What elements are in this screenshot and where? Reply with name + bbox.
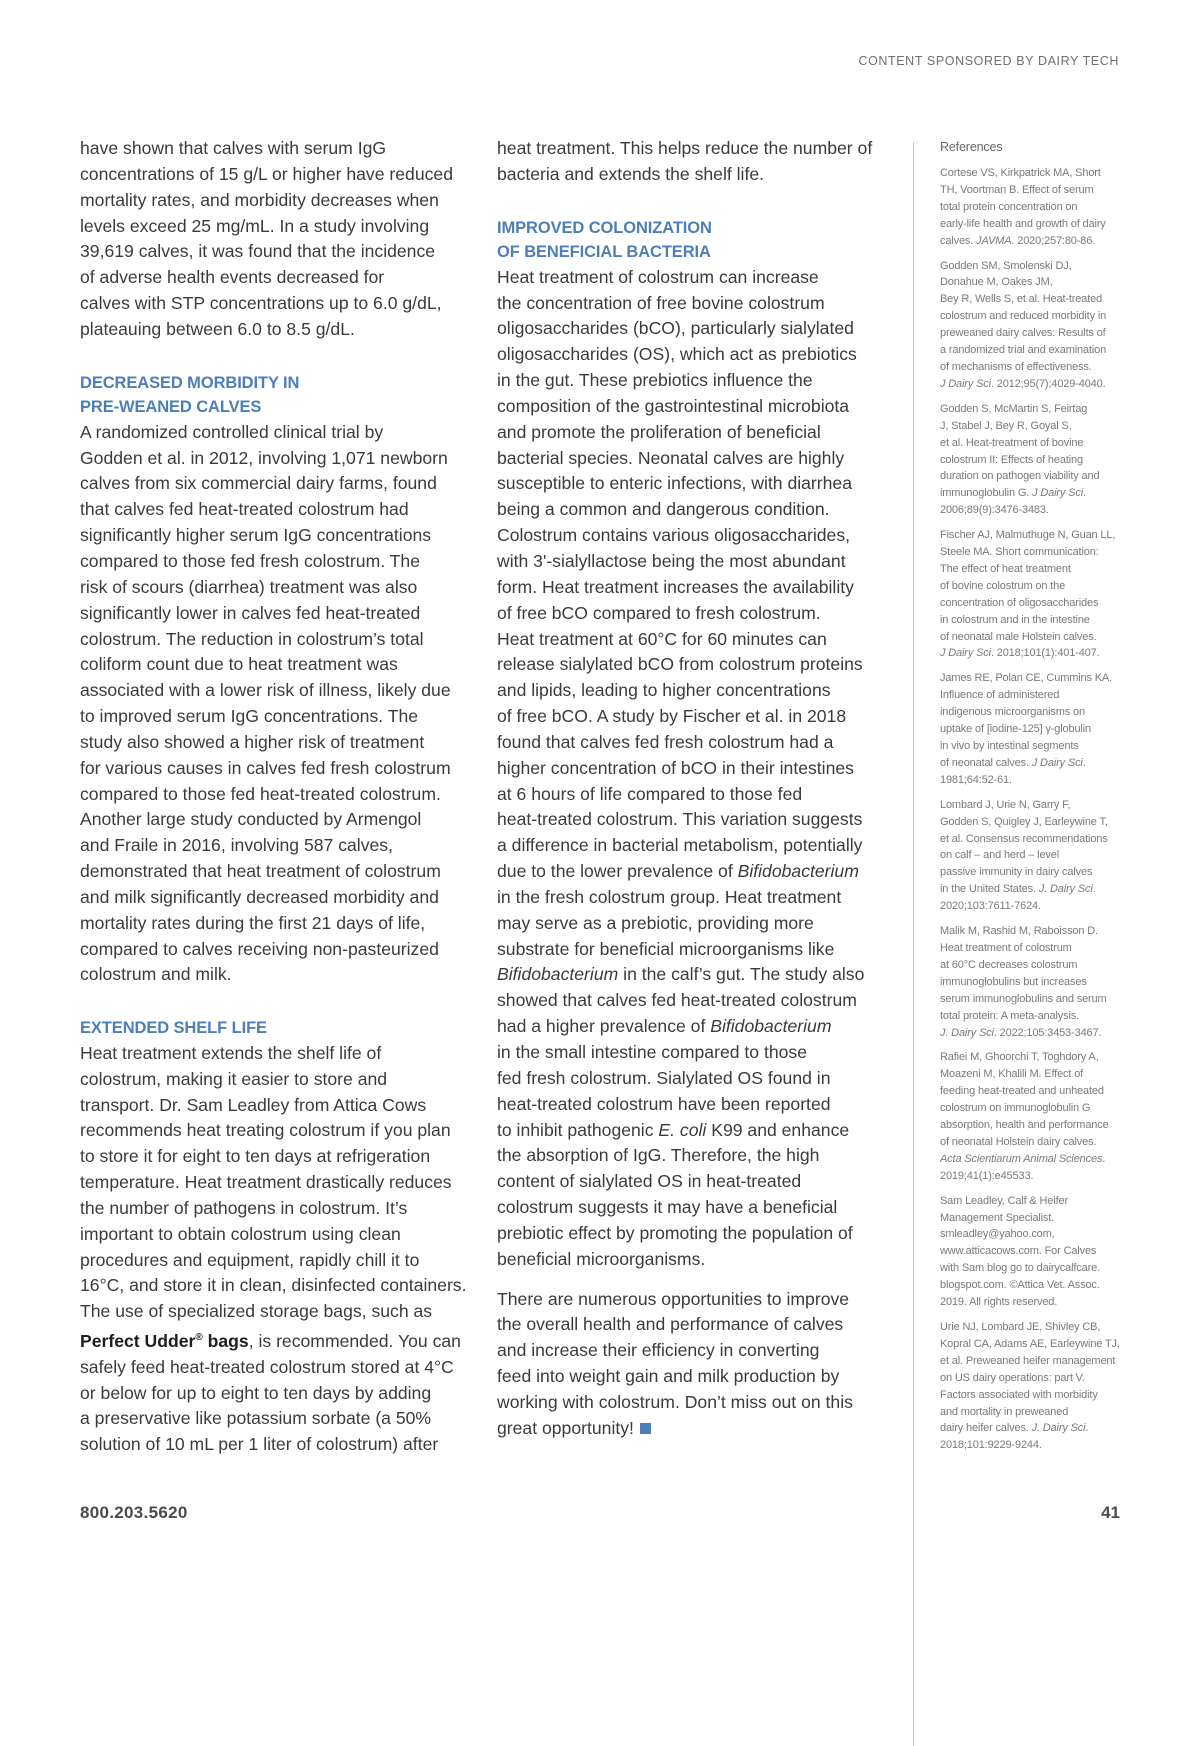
text-line: higher concentration of bCO in their intestines xyxy=(497,757,854,778)
continued-paragraph xyxy=(497,136,897,188)
text-line: Donahue M, Oakes JM, xyxy=(940,276,1053,289)
reference-item: Godden S, McMartin S, Feirtag J, Stabel J, Bey R, Goyal S, et al. Heat-treatment of bovine colostrum II: Effects of heating duration on pathogen viability and immunoglobulin G. J Dairy Sci. 2006;89(9):3476-3483. xyxy=(940,401,1125,519)
text-line: the absorption of IgG. Therefore, the high xyxy=(497,1145,820,1166)
text-line: oligosaccharides (OS), which act as prebiotics xyxy=(497,344,857,365)
text-line: passive immunity in dairy calves xyxy=(940,866,1093,879)
text-line: colostrum II: Effects of heating xyxy=(940,453,1083,466)
text-line: early-life health and growth of dairy xyxy=(940,217,1106,230)
text-line: Rafiei M, Ghoorchi T, Toghdory A, xyxy=(940,1051,1099,1064)
text-line: beneficial microorganisms. xyxy=(497,1248,706,1269)
reference-item: Urie NJ, Lombard JE, Shivley CB, Kopral CA, Adams AE, Earleywine TJ, et al. Preweaned heifer management on US dairy operations: part V. Factors associated with morbidity and mortality in preweaned dairy heifer calves. J. Dairy Sci. 2018;101:9229-9244. xyxy=(940,1319,1125,1454)
text-line: blogspot.com. ©Attica Vet. Assoc. xyxy=(940,1279,1100,1292)
text-line: A randomized controlled clinical trial by xyxy=(80,421,384,442)
text-line: et al. Preweaned heifer management xyxy=(940,1354,1116,1367)
text-line: in colostrum and in the intestine xyxy=(940,613,1090,626)
text-line: associated with a lower risk of illness, likely due xyxy=(80,680,451,701)
text-line: transport. Dr. Sam Leadley from Attica Cows xyxy=(80,1094,427,1115)
text-line: have shown that calves with serum IgG xyxy=(80,138,387,158)
text-line: temperature. Heat treatment drastically reduces xyxy=(80,1172,452,1193)
text-line: composition of the gastrointestinal microbiota xyxy=(497,395,850,416)
text-line: Heat treatment at 60°C for 60 minutes can xyxy=(497,628,827,649)
text-line: immunoglobulins but increases xyxy=(940,975,1087,988)
text-line: a difference in bacterial metabolism, potentially xyxy=(497,835,863,856)
text-line: Heat treatment extends the shelf life of xyxy=(80,1042,382,1063)
text-line: demonstrated that heat treatment of colostrum xyxy=(80,861,441,882)
text-line: uptake of [iodine-125] γ-globulin xyxy=(940,723,1091,736)
text-line: and promote the proliferation of beneficial xyxy=(497,421,821,442)
text-line: mortality rates, and morbidity decreases when xyxy=(80,189,439,210)
text-line: in vivo by intestinal segments xyxy=(940,740,1079,752)
text-line: preweaned dairy calves: Results of xyxy=(940,327,1106,340)
text-line: the concentration of free bovine colostrum xyxy=(497,292,825,313)
text-line: Factors associated with morbidity xyxy=(940,1388,1098,1401)
text-line: Sam Leadley, Calf & Heifer xyxy=(940,1194,1068,1207)
text-line: bacteria and extends the shelf life. xyxy=(497,163,765,184)
text-line: www.atticacows.com. For Calves xyxy=(940,1245,1097,1258)
text-line: a randomized trial and examination xyxy=(940,344,1107,357)
text-line: for various causes in calves fed fresh colostrum xyxy=(80,757,451,778)
text-line: at 60°C decreases colostrum xyxy=(940,958,1078,971)
text-line: Urie NJ, Lombard JE, Shivley CB, xyxy=(940,1321,1101,1333)
text-line: on calf – and herd – level xyxy=(940,849,1060,862)
text-line: susceptible to enteric infections, with diarrhea xyxy=(497,473,852,494)
footer-phone: 800.203.5620 xyxy=(80,1503,188,1522)
text-line: Fischer AJ, Malmuthuge N, Guan LL, xyxy=(940,529,1116,542)
text-line: of bovine colostrum on the xyxy=(940,579,1066,592)
text-line: bacterial species. Neonatal calves are highly xyxy=(497,447,845,468)
text-line: calves with STP concentrations up to 6.0 g/dL, xyxy=(80,293,442,314)
text-line: smleadley@yahoo.com, xyxy=(940,1228,1055,1241)
text-line: procedures and equipment, rapidly chill it to xyxy=(80,1249,420,1270)
text-line: Another large study conducted by Armengol xyxy=(80,809,422,830)
text-line: Godden S, McMartin S, Feirtag xyxy=(940,402,1088,415)
text-line: colostrum and reduced morbidity in xyxy=(940,310,1107,323)
closing-paragraph xyxy=(497,1287,897,1442)
text-line: colostrum on immunoglobulin G xyxy=(940,1102,1091,1115)
text-line: being a common and dangerous condition. xyxy=(497,499,830,520)
section-heading-morbidity: DECREASED MORBIDITY IN PRE-WEANED CALVES xyxy=(80,373,300,417)
text-line: significantly higher serum IgG concentrations xyxy=(80,525,432,546)
text-line: calves from six commercial dairy farms, found xyxy=(80,473,437,494)
text-line: Kopral CA, Adams AE, Earleywine TJ, xyxy=(940,1337,1120,1350)
text-line: and lipids, leading to higher concentrations xyxy=(497,680,831,701)
text-line: Malik M, Rashid M, Raboisson D. xyxy=(940,925,1098,938)
text-line: plateauing between 6.0 to 8.5 g/dL. xyxy=(80,318,355,339)
text-line: compared to calves receiving non-pasteurized xyxy=(80,938,439,959)
text-line: Lombard J, Urie N, Garry F, xyxy=(940,798,1071,811)
text-line: of mechanisms of effectiveness. xyxy=(940,360,1092,373)
text-line: at 6 hours of life compared to those fed xyxy=(497,783,803,804)
end-mark-icon xyxy=(640,1423,651,1434)
text-line: compared to those fed heat-treated colostrum. xyxy=(80,783,441,804)
text-line: significantly lower in calves fed heat-treated xyxy=(80,602,421,623)
text-line: of neonatal Holstein dairy calves. xyxy=(940,1135,1097,1148)
text-line: 2019. All rights reserved. xyxy=(940,1296,1058,1309)
text-line: form. Heat treatment increases the availability xyxy=(497,576,854,597)
text-line: feed into weight gain and milk production by xyxy=(497,1366,840,1387)
text-line: colostrum, making it easier to store and xyxy=(80,1068,388,1089)
text-line: content of sialylated OS in heat-treated xyxy=(497,1171,802,1192)
text-line: colostrum suggests it may have a beneficial xyxy=(497,1197,838,1218)
text-line: feeding heat-treated and unheated xyxy=(940,1085,1104,1098)
reference-item: James RE, Polan CE, Cummins KA. Influence of administered indigenous microorganisms on uptake of [iodine-125] γ-globulin in vivo by intestinal segments of neonatal calves. J Dairy Sci. 1981;64:52-61. xyxy=(940,670,1125,788)
reference-item: Fischer AJ, Malmuthuge N, Guan LL, Steele MA. Short communication: The effect of heat treatment of bovine colostrum on the concentration of oligosaccharides in colostrum and in the intestine of neonatal male Holstein calves. J Dairy Sci. 2018;101(1):401-407. xyxy=(940,527,1125,662)
text-line: total protein: A meta-analysis. xyxy=(940,1009,1080,1022)
text-line: and milk significantly decreased morbidity and xyxy=(80,886,439,907)
article-column-left xyxy=(80,136,480,1458)
text-line: absorption, health and performance xyxy=(940,1119,1109,1132)
intro-paragraph xyxy=(80,136,480,343)
text-line: et al. Heat-treatment of bovine xyxy=(940,436,1084,449)
references-title: References xyxy=(940,140,1003,154)
text-line: recommends heat treating colostrum if you plan xyxy=(80,1120,451,1141)
text-line: solution of 10 mL per 1 liter of colostrum) after xyxy=(80,1434,439,1455)
text-line: of free bCO. A study by Fischer et al. in 2018 xyxy=(497,706,847,727)
text-line: to store it for eight to ten days at refrigeration xyxy=(80,1146,431,1167)
text-line: 39,619 calves, it was found that the incidence xyxy=(80,241,436,262)
text-line: concentration of oligosaccharides xyxy=(940,596,1099,609)
reference-item: Malik M, Rashid M, Raboisson D. Heat treatment of colostrum at 60°C decreases colostrum immunoglobulins but increases serum immunoglobulins and serum total protein: A meta-analysis. J. Dairy Sci. 2022;105:3453-3467. xyxy=(940,923,1125,1041)
text-line: safely feed heat-treated colostrum stored at 4°C xyxy=(80,1356,454,1377)
text-line: colostrum and milk. xyxy=(80,964,232,985)
text-line: heat treatment. This helps reduce the number of xyxy=(497,138,873,158)
text-line: TH, Voortman B. Effect of serum xyxy=(940,183,1094,196)
text-line: great opportunity! xyxy=(497,1416,897,1442)
text-line: risk of scours (diarrhea) treatment was also xyxy=(80,576,418,597)
text-line: working with colostrum. Don’t miss out on this xyxy=(497,1391,853,1412)
text-line: on US dairy operations: part V. xyxy=(940,1371,1085,1384)
brand-line: Perfect Udder® bags, is recommended. You can xyxy=(80,1330,461,1351)
text-line: Bey R, Wells S, et al. Heat-treated xyxy=(940,293,1103,306)
article-column-middle xyxy=(497,136,897,1442)
page-number: 41 xyxy=(1101,1503,1120,1522)
text-line: that calves fed heat-treated colostrum had xyxy=(80,499,409,520)
text-line: James RE, Polan CE, Cummins KA. xyxy=(940,672,1113,685)
text-line: The use of specialized storage bags, such as xyxy=(80,1301,433,1322)
text-line: levels exceed 25 mg/mL. In a study involving xyxy=(80,215,430,236)
text-line: Godden SM, Smolenski DJ, xyxy=(940,259,1072,272)
text-line: 16°C, and store it in clean, disinfected containers. xyxy=(80,1275,467,1296)
text-line: a preservative like potassium sorbate (a 50% xyxy=(80,1408,432,1429)
text-line: Heat treatment of colostrum can increase xyxy=(497,266,819,287)
sponsor-label: CONTENT SPONSORED BY DAIRY TECH xyxy=(858,54,1119,68)
text-line: total protein concentration on xyxy=(940,200,1078,213)
colonization-paragraph: Heat treatment of colostrum can increase the concentration of free bovine colostrum oligosaccharides (bCO), particularly sialylated oligosaccharides (OS), which act as prebiotics in the gut. These prebiotics influence the composition of the gastrointestinal microbiota and promote the proliferation of beneficial bacterial species. Neonatal calves are highly susceptible to enteric infections, with diarrhea being a common and dangerous condition. Colostrum contains various oligosaccharides, with 3'-sialyllactose being the most abundant form. Heat treatment increases the availability of free bCO compared to fresh colostrum. Heat treatment at 60°C for 60 minutes can release sialylated bCO from colostrum proteins and lipids, leading to higher concentrations of free bCO. A study by Fischer et al. in 2018 found that calves fed fresh colostrum had a higher concentration of bCO in their intestines at 6 hours of life compared to those fed heat-treated colostrum. This variation suggests a difference in bacterial metabolism, potentially due to the lower prevalence of Bifidobacterium in the fresh colostrum group. Heat treatment may serve as a prebiotic, providing more substrate for beneficial microorganisms like Bifidobacterium in the calf’s gut. The study also showed that calves fed heat-treated colostrum had a higher prevalence of Bifidobacterium in the small intestine compared to those fed fresh colostrum. Sialylated OS found in heat-treated colostrum have been reported to inhibit pathogenic E. coli K99 and enhance the absorption of IgG. Therefore, the high content of sialylated OS in heat-treated colostrum suggests it may have a beneficial prebiotic effect by promoting the population of beneficial microorganisms. xyxy=(497,265,897,1273)
text-line: Influence of administered xyxy=(940,689,1060,702)
text-line: concentrations of 15 g/L or higher have reduced xyxy=(80,163,453,184)
text-line: Moazeni M, Khalili M. Effect of xyxy=(940,1068,1084,1081)
text-line: serum immunoglobulins and serum xyxy=(940,992,1107,1005)
reference-item: Godden SM, Smolenski DJ, Donahue M, Oakes JM, Bey R, Wells S, et al. Heat-treated colostrum and reduced morbidity in preweaned dairy calves: Results of a randomized trial and examination of mechanisms of effectiveness. J Dairy Sci. 2012;95(7);4029-4040. xyxy=(940,258,1125,393)
text-line: heat-treated colostrum. This variation suggests xyxy=(497,809,863,830)
references-sidebar xyxy=(940,138,1125,1462)
reference-item: Cortese VS, Kirkpatrick MA, Short TH, Voortman B. Effect of serum total protein concentration on early-life health and growth of dairy calves. JAVMA. 2020;257:80-86. xyxy=(940,165,1125,250)
text-line: found that calves fed fresh colostrum had a xyxy=(497,731,834,752)
references-divider xyxy=(913,142,914,1746)
text-line: with 3'-sialyllactose being the most abundant xyxy=(497,550,846,571)
text-line: mortality rates during the first 21 days of life, xyxy=(80,912,426,933)
text-line: colostrum. The reduction in colostrum’s total xyxy=(80,628,424,649)
reference-item: Lombard J, Urie N, Garry F, Godden S, Quigley J, Earleywine T, et al. Consensus recommendations on calf – and herd – level passive immunity in dairy calves in the United States. J. Dairy Sci. 2020;103:7611-7624. xyxy=(940,797,1125,915)
text-line: Cortese VS, Kirkpatrick MA, Short xyxy=(940,167,1101,179)
text-line: Heat treatment of colostrum xyxy=(940,941,1072,954)
brand-name: Perfect Udder® bags xyxy=(80,1330,249,1351)
text-line: of neonatal male Holstein calves. xyxy=(940,630,1097,643)
text-line: and mortality in preweaned xyxy=(940,1405,1069,1418)
text-line: Management Specialist. xyxy=(940,1211,1055,1224)
text-line: indigenous microorganisms on xyxy=(940,706,1085,719)
morbidity-paragraph xyxy=(80,420,480,989)
text-line: duration on pathogen viability and xyxy=(940,470,1100,483)
text-line: important to obtain colostrum using clean xyxy=(80,1223,401,1244)
text-line: and increase their efficiency in converting xyxy=(497,1340,820,1361)
text-line: There are numerous opportunities to improve xyxy=(497,1288,850,1309)
text-line: et al. Consensus recommendations xyxy=(940,832,1108,845)
shelf-life-paragraph xyxy=(80,1041,480,1458)
text-line: Colostrum contains various oligosaccharides, xyxy=(497,525,851,546)
reference-item xyxy=(940,1193,1125,1311)
text-line: the number of pathogens in colostrum. It’s xyxy=(80,1197,408,1218)
section-heading-colonization: IMPROVED COLONIZATION OF BENEFICIAL BACTERIA xyxy=(497,218,712,262)
text-line: the overall health and performance of calves xyxy=(497,1314,844,1335)
text-line: The effect of heat treatment xyxy=(940,562,1071,575)
text-line: with Sam blog go to dairycalfcare. xyxy=(940,1262,1100,1275)
text-line: Godden S, Quigley J, Earleywine T, xyxy=(940,815,1108,828)
text-line: in the gut. These prebiotics influence the xyxy=(497,370,813,391)
text-line: of adverse health events decreased for xyxy=(80,267,385,288)
text-line: oligosaccharides (bCO), particularly sialylated xyxy=(497,318,854,339)
text-line: study also showed a higher risk of treatment xyxy=(80,731,425,752)
text-line: or below for up to eight to ten days by adding xyxy=(80,1382,432,1403)
section-heading-shelf-life: EXTENDED SHELF LIFE xyxy=(80,1019,267,1038)
text-line: J, Stabel J, Bey R, Goyal S, xyxy=(940,419,1072,432)
text-line: coliform count due to heat treatment was xyxy=(80,654,398,675)
text-line: release sialylated bCO from colostrum proteins xyxy=(497,654,863,675)
text-line: of free bCO compared to fresh colostrum. xyxy=(497,602,821,623)
reference-item: Rafiei M, Ghoorchi T, Toghdory A, Moazeni M, Khalili M. Effect of feeding heat-treated and unheated colostrum on immunoglobulin G absorption, health and performance of neonatal Holstein dairy calves. Acta Scientiarum Animal Sciences. 2019;41(1):e45533. xyxy=(940,1049,1125,1184)
text-line: Steele MA. Short communication: xyxy=(940,546,1099,559)
text-line: prebiotic effect by promoting the population of xyxy=(497,1222,853,1243)
text-line: and Fraile in 2016, involving 587 calves, xyxy=(80,835,393,856)
text-line: Godden et al. in 2012, involving 1,071 newborn xyxy=(80,447,448,468)
text-line: to improved serum IgG concentrations. The xyxy=(80,706,419,727)
text-line: compared to those fed fresh colostrum. The xyxy=(80,550,420,571)
